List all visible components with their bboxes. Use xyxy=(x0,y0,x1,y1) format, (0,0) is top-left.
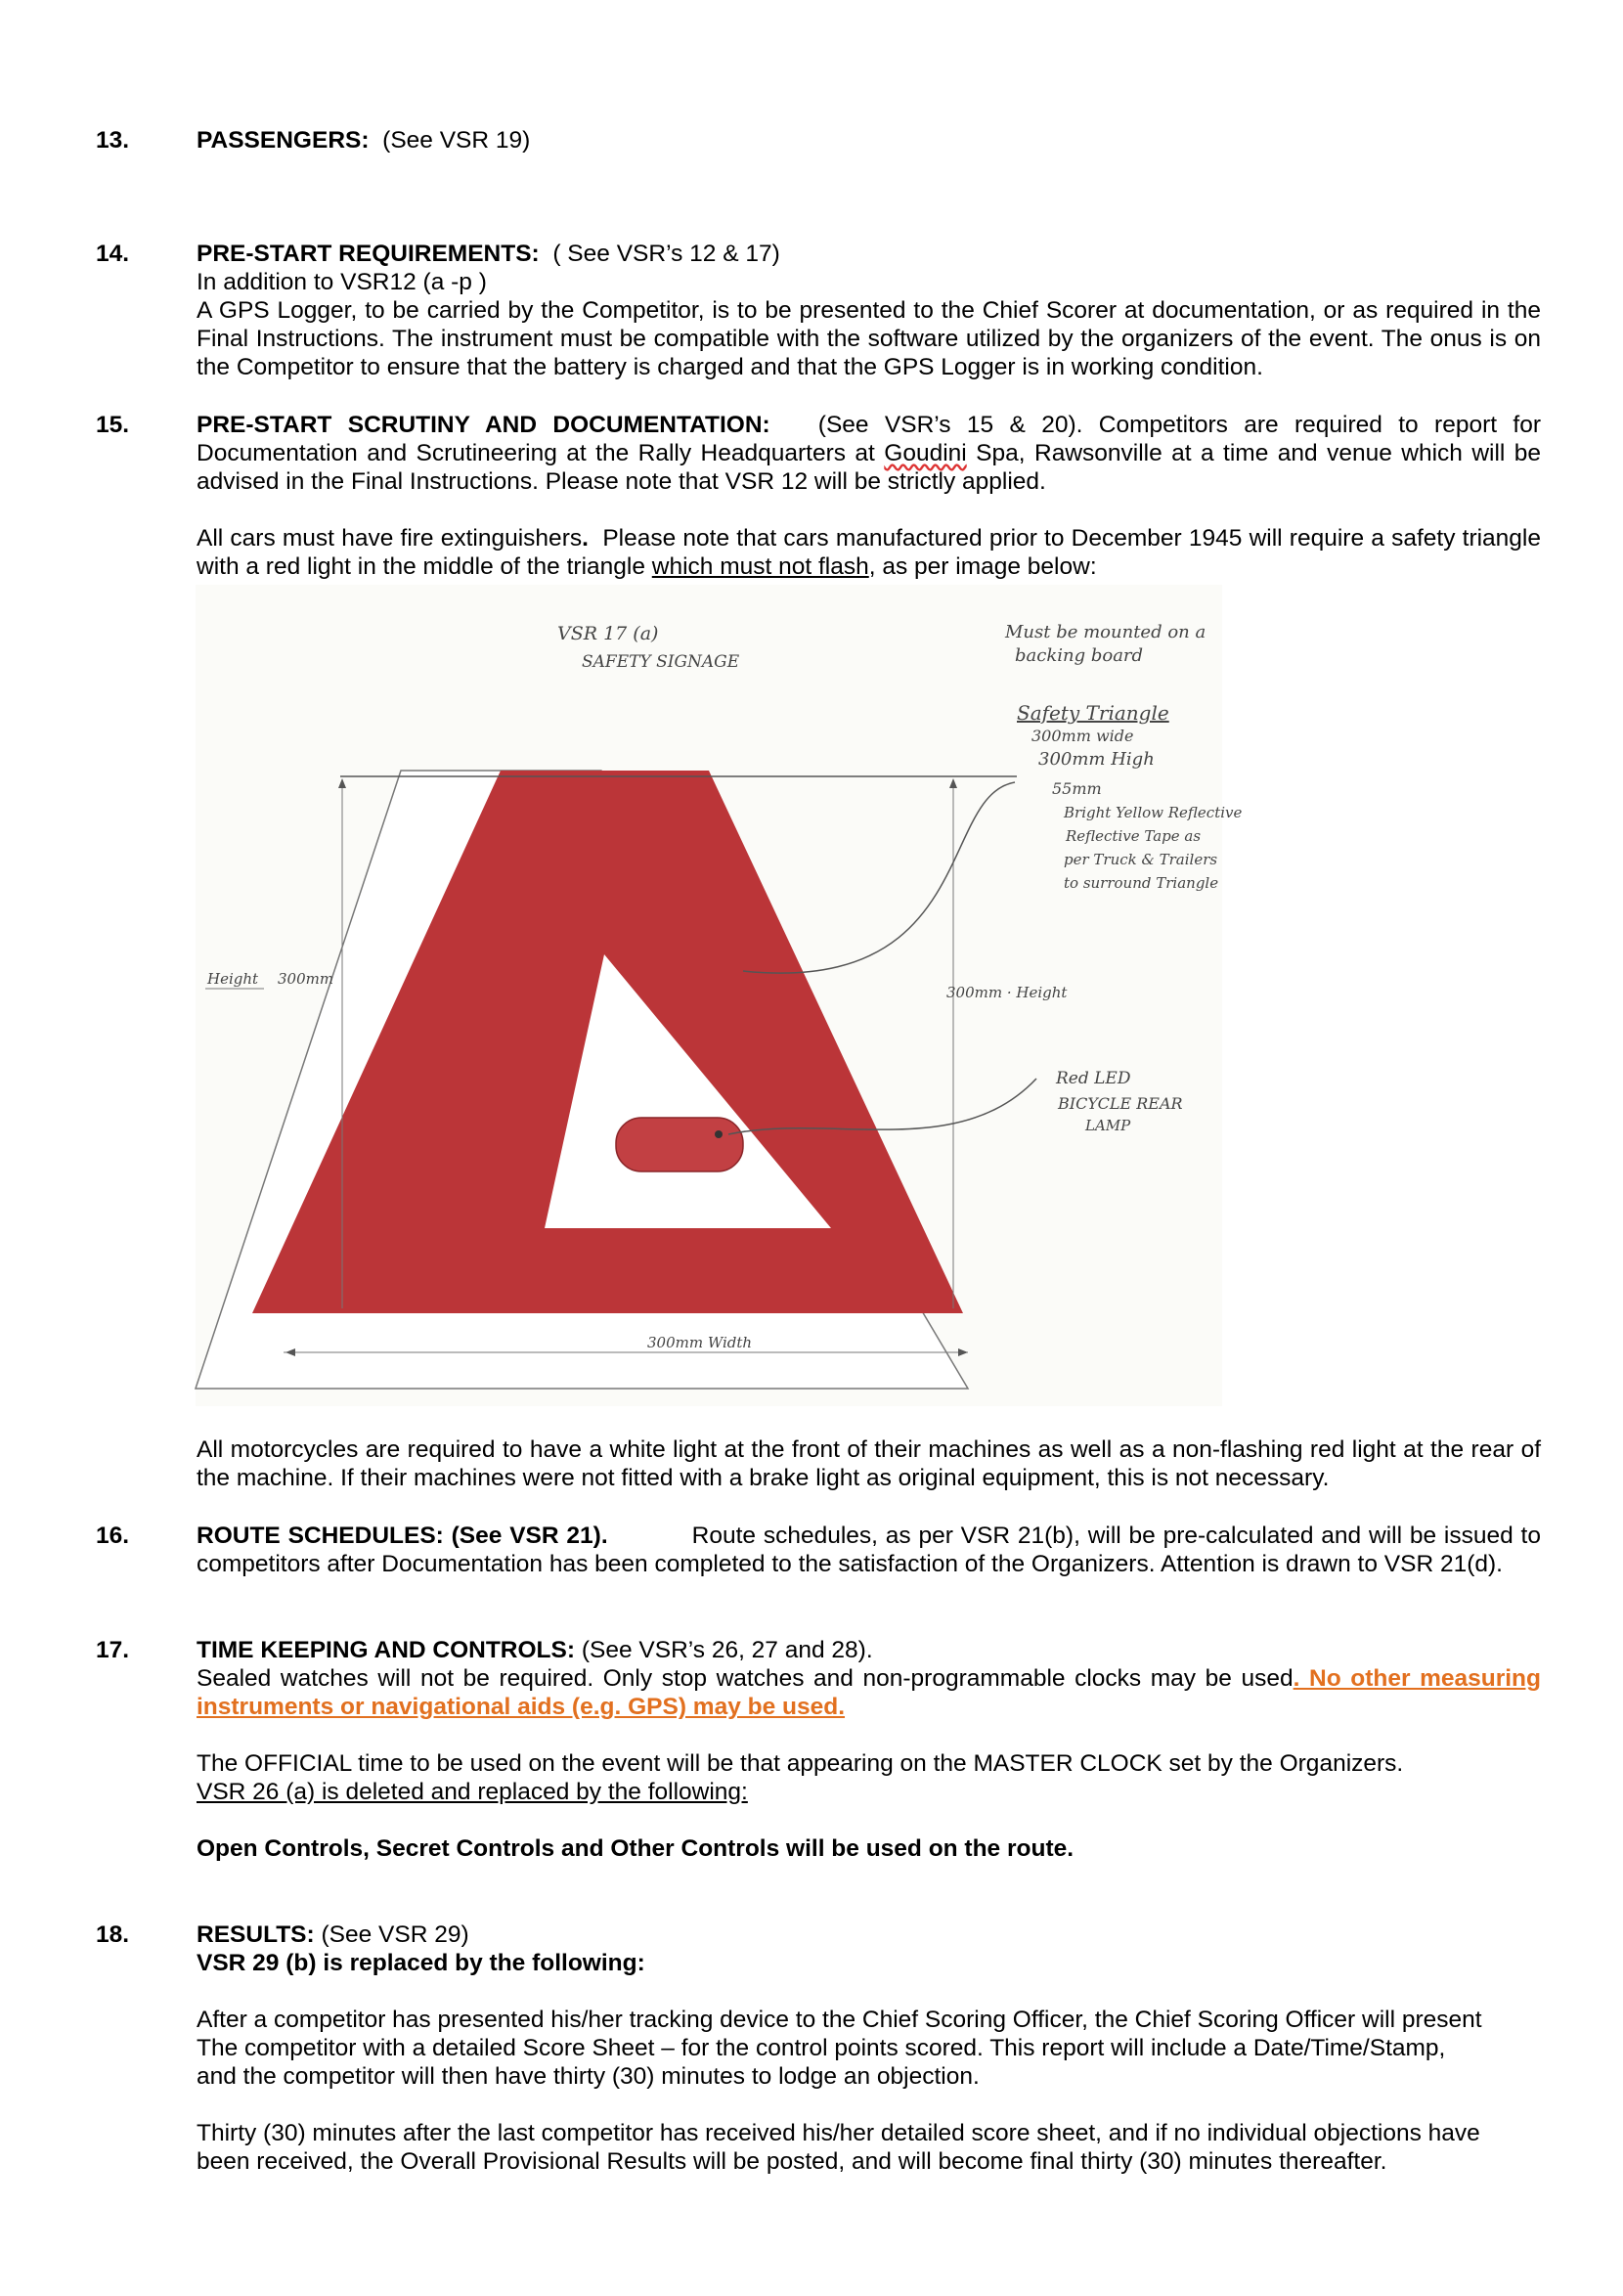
results-line: After a competitor has presented his/her tracking device to the Chief Scoring Officer, the Chief Scoring Officer will present xyxy=(197,2007,1482,2033)
section-14 xyxy=(96,240,1541,381)
section-ref: (See VSR 19) xyxy=(382,127,531,154)
section-heading: RESULTS: xyxy=(197,1921,315,1948)
section-16 xyxy=(96,1522,1541,1578)
safety-triangle-figure xyxy=(196,585,1243,1406)
section-heading: PRE-START REQUIREMENTS: xyxy=(197,241,540,267)
section-subheading: VSR 29 (b) is replaced by the following: xyxy=(197,1950,645,1976)
lamp-screw xyxy=(715,1130,723,1138)
width-label: 300mm Width xyxy=(647,1334,753,1351)
section-number: 15. xyxy=(96,412,130,438)
section-number: 16. xyxy=(96,1523,130,1549)
results-line: and the competitor will then have thirty (30) minutes to lodge an objection. xyxy=(197,2063,980,2090)
official-time-paragraph: The OFFICIAL time to be used on the event will be that appearing on the MASTER CLOCK set by the Organizers. xyxy=(197,1750,1404,1777)
section-15 xyxy=(96,411,1541,581)
section-15-continued xyxy=(96,1435,1541,1492)
led-note: Red LED xyxy=(1056,1069,1131,1088)
tape-note: per Truck & Trailers xyxy=(1064,851,1218,868)
tape-width: 55mm xyxy=(1052,779,1102,798)
section-line: In addition to VSR12 (a -p ) xyxy=(197,269,487,295)
paragraph-text: Please note that cars manufactured prior to December 1945 will require a safety triangle with a red light in the middle of the triangle xyxy=(197,525,1541,580)
height-value: 300mm xyxy=(278,970,334,988)
section-ref: (See VSR’s 26, 27 and 28). xyxy=(581,1637,873,1663)
section-number: 18. xyxy=(96,1921,130,1948)
results-line: The competitor with a detailed Score Sheet – for the control points scored. This report will include a Date/Time/Stamp, xyxy=(197,2035,1446,2061)
section-ref: (See VSR 29) xyxy=(321,1921,469,1948)
section-17 xyxy=(96,1636,1541,1863)
spec-width: 300mm wide xyxy=(1031,727,1134,745)
spec-title: Safety Triangle xyxy=(1017,701,1169,725)
highlighted-warning: . No other measuring instruments or navigational aids (e.g. GPS) may be used. xyxy=(197,1665,1541,1720)
section-heading: PASSENGERS: xyxy=(197,127,370,154)
section-heading: TIME KEEPING AND CONTROLS: xyxy=(197,1637,576,1663)
section-number: 13. xyxy=(96,127,130,154)
figure-title: VSR 17 (a) xyxy=(557,623,659,644)
section-ref: ( See VSR’s 12 & 17) xyxy=(552,241,780,267)
section-18 xyxy=(96,1921,1541,2176)
height-label: Height xyxy=(207,970,259,988)
led-note: BICYCLE REAR xyxy=(1058,1094,1183,1113)
section-13 xyxy=(96,126,1541,155)
mount-note: Must be mounted on a xyxy=(1005,622,1206,642)
paragraph-text: (See VSR’s 15 & 20). Competitors are required to report for Documentation and Scrutineering at the Rally Headquarters at xyxy=(197,412,1541,466)
section-paragraph: A GPS Logger, to be carried by the Competitor, is to be presented to the Chief Scorer at documentation, or as required in the Final Instructions. The instrument must be compatible with the software utilized by the organizers of the event. The onus is on the Competitor to ensure that the battery is charged and that the GPS Logger is in working condition. xyxy=(197,297,1541,380)
section-number: 17. xyxy=(96,1637,130,1663)
paragraph-text: , as per image below: xyxy=(868,553,1097,580)
section-heading: PRE-START SCRUTINY AND DOCUMENTATION: xyxy=(197,412,770,438)
paragraph-text: All cars must have fire extinguishers xyxy=(197,525,583,552)
paragraph-text: Sealed watches will not be required. Only stop watches and non-programmable clocks may be used xyxy=(197,1665,1294,1692)
tape-note: to surround Triangle xyxy=(1064,874,1219,892)
paragraph-text: Spa, Rawsonville at a time and venue which will be advised in the Final Instructions. Please note that VSR 12 will be strictly applied. xyxy=(197,440,1542,495)
figure-subtitle: SAFETY SIGNAGE xyxy=(582,652,740,672)
led-note: LAMP xyxy=(1085,1117,1131,1134)
spec-height: 300mm High xyxy=(1038,749,1155,770)
controls-statement: Open Controls, Secret Controls and Other Controls will be used on the route. xyxy=(197,1835,1075,1862)
red-led-lamp xyxy=(616,1118,743,1171)
bold-period: . xyxy=(582,525,589,552)
section-heading: ROUTE SCHEDULES: (See VSR 21). xyxy=(197,1523,608,1549)
results-line: been received, the Overall Provisional Results will be posted, and will become final thirty (30) minutes thereafter. xyxy=(197,2148,1387,2175)
section-paragraph: Route schedules, as per VSR 21(b), will be pre-calculated and will be issued to competitors after Documentation has been completed to the satisfaction of the Organizers. Attention is drawn to VSR 21(d). xyxy=(197,1523,1541,1577)
place-name: Goudini xyxy=(884,440,967,466)
deleted-replaced-line: VSR 26 (a) is deleted and replaced by the following: xyxy=(197,1779,748,1805)
tape-note: Bright Yellow Reflective xyxy=(1064,804,1243,821)
results-line: Thirty (30) minutes after the last competitor has received his/her detailed score sheet, and if no individual objections have xyxy=(197,2120,1480,2146)
underlined-text: which must not flash xyxy=(651,553,869,580)
mount-note: backing board xyxy=(1015,645,1144,666)
tape-note: Reflective Tape as xyxy=(1066,827,1202,845)
motorcycle-paragraph: All motorcycles are required to have a white light at the front of their machines as well as a non-flashing red light at the rear of the machine. If their machines were not fitted with a brake light as original equipment, this is not necessary. xyxy=(197,1436,1541,1491)
height-right-label: 300mm · Height xyxy=(946,984,1068,1001)
section-number: 14. xyxy=(96,241,130,267)
